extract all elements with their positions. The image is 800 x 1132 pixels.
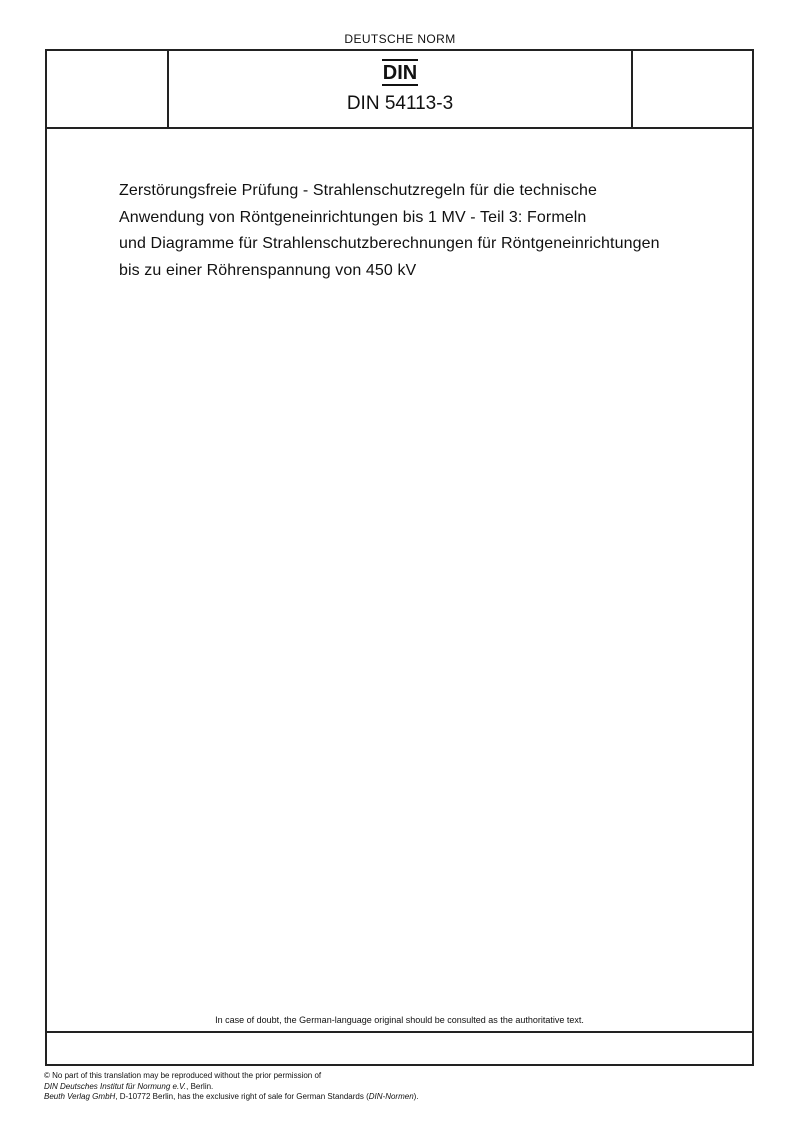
header-label: DEUTSCHE NORM — [344, 32, 456, 46]
bottom-divider — [47, 1031, 752, 1033]
document-frame — [45, 49, 754, 1066]
din-logo-text: DIN — [382, 59, 418, 86]
title-block-left-cell — [47, 51, 169, 127]
title-block — [47, 51, 752, 129]
footer-line-2 — [44, 1082, 419, 1093]
title-line: bis zu einer Röhrenspannung von 450 kV — [119, 261, 417, 279]
din-institute-name: DIN Deutsches Institut für Normung e.V. — [44, 1081, 187, 1091]
footer-line-3 — [44, 1092, 419, 1103]
title-line: und Diagramme für Strahlenschutzberechnungen für Röntgeneinrichtungen — [119, 235, 660, 252]
din-normen-label: DIN-Normen — [368, 1092, 414, 1101]
publisher-name: Beuth Verlag GmbH — [44, 1092, 116, 1101]
doubt-note: In case of doubt, the German-language original should be consulted as the authoritative text. — [215, 1015, 584, 1025]
document-title — [119, 178, 719, 284]
title-line: Anwendung von Röntgeneinrichtungen bis 1 MV - Teil 3: Formeln — [119, 208, 587, 226]
din-logo — [169, 59, 631, 86]
copyright-footer — [44, 1071, 419, 1103]
title-line: Zerstörungsfreie Prüfung - Strahlenschutzregeln für die technische — [119, 182, 597, 199]
footer-line-3-mid: , D-10772 Berlin, has the exclusive right of sale for German Standards ( — [115, 1092, 369, 1101]
footer-line-1: © No part of this translation may be reproduced without the prior permission of — [44, 1071, 322, 1080]
footer-line-2-rest: , Berlin. — [186, 1081, 214, 1091]
title-block-center-cell — [169, 51, 631, 127]
title-block-right-cell — [631, 51, 752, 127]
document-number: DIN 54113-3 — [346, 93, 454, 114]
footer-line-3-end: ). — [413, 1092, 419, 1101]
